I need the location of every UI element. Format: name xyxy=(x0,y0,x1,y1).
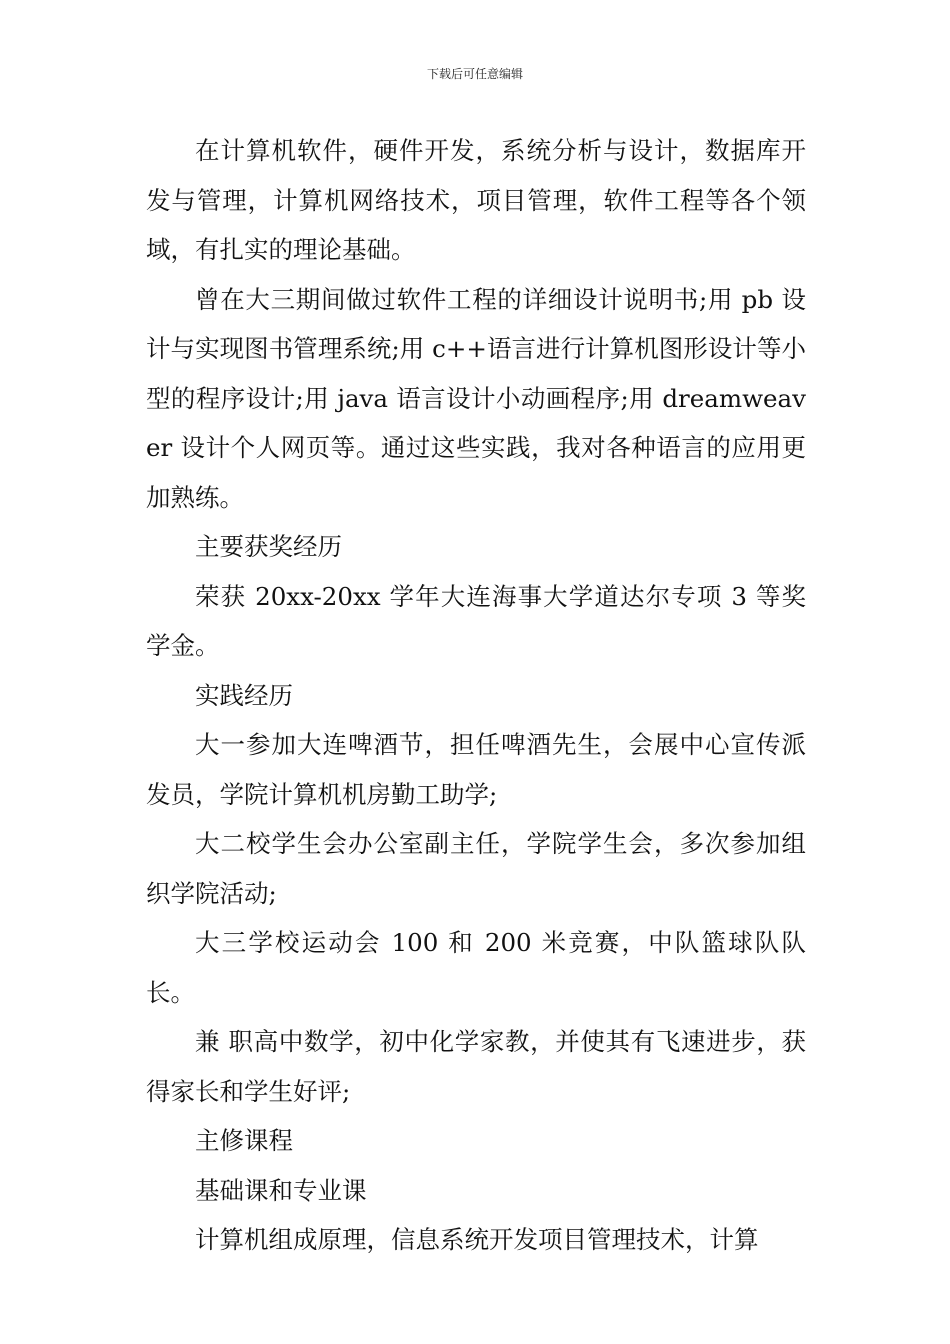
section-heading-practice: 实践经历 xyxy=(195,680,293,710)
paragraph-practice-year2: 大二校学生会办公室副主任，学院学生会，多次参加组织学院活动; xyxy=(146,829,806,908)
section-heading-courses: 主修课程 xyxy=(195,1126,293,1155)
page-header: 下载后可任意编辑 xyxy=(426,67,523,81)
paragraph-practice-year3: 大三学校运动会 100 和 200 米竞赛，中队篮球队队长。 xyxy=(146,928,806,1007)
paragraph-skills-summary: 在计算机软件，硬件开发，系统分析与设计，数据库开发与管理，计算机网络技术，项目管理，软件工程等各个领域，有扎实的理论基础。 xyxy=(146,136,806,264)
paragraph-award: 荣获 20xx-20xx 学年大连海事大学道达尔专项 3 等奖学金。 xyxy=(146,581,806,660)
document-body xyxy=(146,126,806,1265)
paragraph-part-time: 兼 职高中数学，初中化学家教，并使其有飞速进步，获得家长和学生好评; xyxy=(146,1027,806,1106)
paragraph-project-experience: 曾在大三期间做过软件工程的详细设计说明书;用 pb 设计与实现图书管理系统;用 c++语言进行计算机图形设计等小型的程序设计;用 java 语言设计小动画程序;用 dreamweaver 设计个人网页等。通过这些实践，我对各种语言的应用更加熟练。 xyxy=(146,284,806,512)
section-heading-awards: 主要获奖经历 xyxy=(195,532,342,561)
subheading-basic-professional-courses: 基础课和专业课 xyxy=(195,1175,367,1205)
paragraph-course-list: 计算机组成原理，信息系统开发项目管理技术，计算 xyxy=(195,1225,759,1254)
paragraph-practice-year1: 大一参加大连啤酒节，担任啤酒先生，会展中心宣传派发员，学院计算机机房勤工助学; xyxy=(146,730,806,809)
